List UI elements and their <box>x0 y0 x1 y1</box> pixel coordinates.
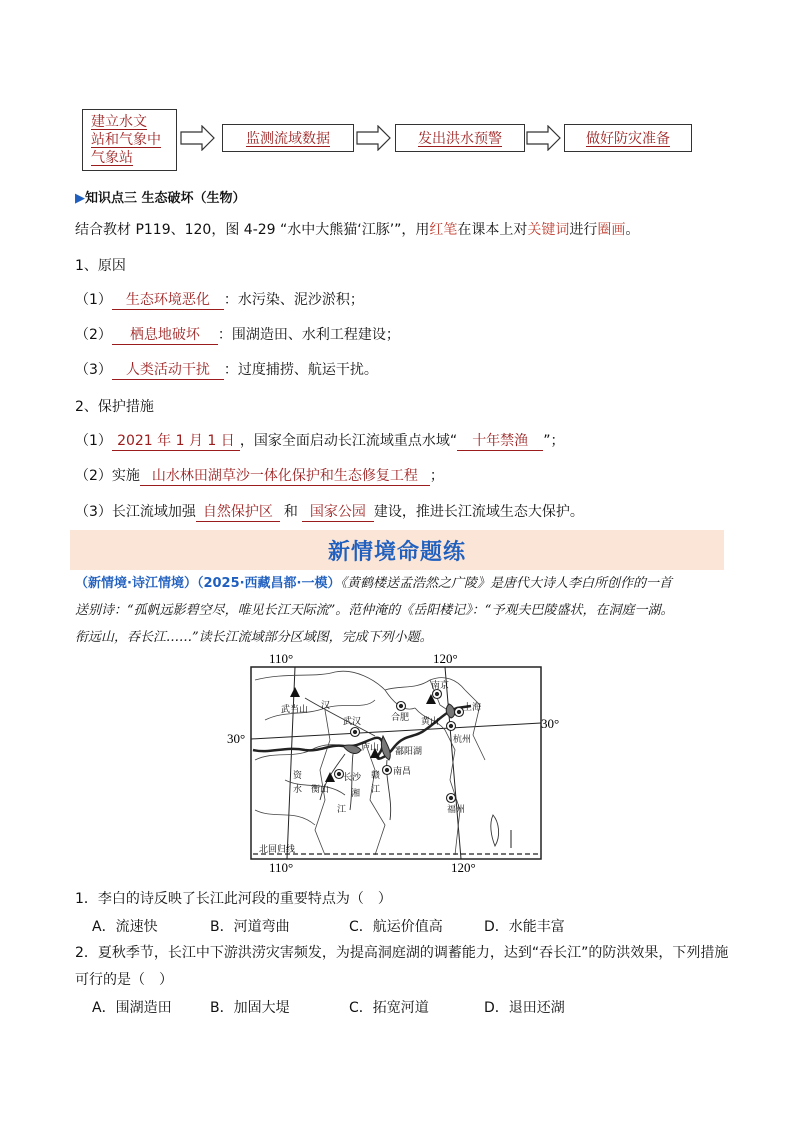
cause-title: 1、原因 <box>75 258 126 274</box>
intro-text: 。 <box>625 222 640 238</box>
item-text: ，国家全面启动长江流域重点水域“ <box>239 433 458 449</box>
flow-box-warning <box>395 124 525 152</box>
context-line <box>75 574 672 594</box>
answer-option-d[interactable]: D．水能丰富 <box>484 919 565 935</box>
question-stem: 2．夏秋季节，长江中下游洪涝灾害频发，为提高洞庭湖的调蓄能力，达到“吞长江”的防洪效果，下列措施 <box>75 945 729 961</box>
item-number: （1） <box>75 433 112 449</box>
intro-text: 在课本上对 <box>457 222 528 238</box>
answer-blank: 人类活动干扰 <box>112 361 224 380</box>
question-stem: 1．李白的诗反映了长江此河段的重要特点为（ ） <box>75 891 392 907</box>
place-label: 衡山 <box>311 784 330 794</box>
answer-option-c[interactable]: C．拓宽河道 <box>349 1000 429 1016</box>
item-text: （3）长江流域加强 <box>75 504 196 520</box>
measure-item <box>75 466 444 486</box>
answer-blank: 栖息地破坏 <box>112 326 218 345</box>
flow-arrow-icon <box>526 125 562 151</box>
kp3-intro <box>75 220 639 240</box>
lon-label-110-top: 110° <box>269 651 294 666</box>
answer-blank: 自然保护区 <box>196 503 280 522</box>
kp3-title <box>75 189 246 209</box>
place-label: 江 <box>337 804 347 814</box>
context-line: 送别诗：“孤帆远影碧空尽，唯见长江天际流”。范仲淹的《岳阳楼记》：“予观夫巴陵盛状，在洞庭一湖。 <box>75 603 674 618</box>
answer-blank: 十年禁渔 <box>457 432 543 451</box>
item-text: ”； <box>543 433 565 449</box>
place-label: 江 <box>371 784 381 794</box>
intro-text: 结合教材 P119、120，图 4-29 “水中大熊猫‘江豚’”，用 <box>75 222 430 238</box>
item-text: ：水污染、泥沙淤积； <box>223 292 364 308</box>
answer-option-a[interactable]: A．流速快 <box>92 919 158 935</box>
lon-label-120-bottom: 120° <box>451 860 476 875</box>
item-number: （3） <box>75 362 112 378</box>
item-number: （2） <box>75 327 112 343</box>
answer-option-c[interactable]: C．航运价值高 <box>349 919 443 935</box>
measure-item <box>75 431 564 451</box>
item-text: ：过度捕捞、航运干扰。 <box>223 362 378 378</box>
place-label: 上海 <box>463 702 482 712</box>
intro-highlight: 关键词 <box>527 222 570 238</box>
flow-box-text: 做好防灾准备 <box>586 131 670 147</box>
lat-label-30-left: 30° <box>227 731 246 746</box>
place-label: 武汉 <box>343 716 362 726</box>
section-heading: 新情境命题练 <box>327 539 466 565</box>
tropic-label: 北回归线 <box>259 844 296 854</box>
measure-item <box>75 502 584 522</box>
place-label: 黄山 <box>421 716 440 726</box>
flow-box-line: 建立水文 <box>91 114 147 130</box>
place-label: 资 <box>293 770 303 780</box>
kp3-title-text: 知识点三 生态破坏（生物） <box>85 191 246 206</box>
cause-item <box>75 325 400 345</box>
answer-blank: 国家公园 <box>302 503 374 522</box>
answer-option-b[interactable]: B．加固大堤 <box>210 1000 290 1016</box>
flow-box-monitor <box>222 124 354 152</box>
place-label: 水 <box>293 784 303 794</box>
place-label: 庐山 <box>361 742 380 752</box>
context-text: 《黄鹤楼送孟浩然之广陵》是唐代大诗人李白所创作的一首 <box>340 576 673 591</box>
flow-box-line: 气象站 <box>91 150 133 166</box>
place-label: 福州 <box>447 804 466 814</box>
answer-blank: 山水林田湖草沙一体化保护和生态修复工程 <box>140 467 430 486</box>
yangtze-basin-map <box>225 650 570 875</box>
place-label: 合肥 <box>391 712 410 722</box>
place-label: 湘 <box>351 788 361 798</box>
intro-text: 进行 <box>569 222 598 238</box>
flow-box-text: 发出洪水预警 <box>418 131 502 147</box>
flow-box-line: 站和气象中 <box>91 132 161 148</box>
item-number: （1） <box>75 292 112 308</box>
flow-box-build-stations <box>82 109 177 171</box>
answer-blank: 2021 年 1 月 1 日 <box>112 432 240 451</box>
question-stem-continued: 可行的是（ ） <box>75 972 173 988</box>
answer-option-b[interactable]: B．河道弯曲 <box>210 919 290 935</box>
intro-highlight: 红笔 <box>429 222 458 238</box>
context-tag: （新情境·诗江情境）（2025·西藏昌都·一模） <box>75 576 341 591</box>
context-line: 衔远山，吞长江……”读长江流域部分区域图，完成下列小题。 <box>75 630 433 645</box>
place-label: 汉 <box>321 700 331 710</box>
place-label: 鄱阳湖 <box>395 746 423 756</box>
item-text: 和 <box>283 504 298 520</box>
cause-item <box>75 360 378 380</box>
triangle-marker-icon: ▶ <box>75 191 85 206</box>
place-label: 杭州 <box>453 734 472 744</box>
flow-box-text: 监测流域数据 <box>246 131 330 147</box>
answer-option-a[interactable]: A．围湖造田 <box>92 1000 172 1016</box>
measure-title: 2、保护措施 <box>75 399 154 415</box>
flow-box-prepare <box>564 124 692 152</box>
answer-blank: 生态环境恶化 <box>112 291 224 310</box>
answer-option-d[interactable]: D．退田还湖 <box>484 1000 565 1016</box>
place-label: 赣 <box>371 770 381 780</box>
lat-label-30-right: 30° <box>541 716 560 731</box>
item-text: ：围湖造田、水利工程建设； <box>217 327 400 343</box>
lon-label-110-bottom: 110° <box>269 860 294 875</box>
intro-highlight: 圈画 <box>597 222 626 238</box>
place-label: 武当山 <box>281 704 309 714</box>
flow-arrow-icon <box>180 125 216 151</box>
place-label: 南昌 <box>393 766 412 776</box>
lon-label-120-top: 120° <box>433 651 458 666</box>
item-text: ； <box>429 468 444 484</box>
place-label: 南京 <box>431 680 450 690</box>
flow-arrow-icon <box>356 125 392 151</box>
section-heading-bar <box>70 530 724 570</box>
cause-item <box>75 290 364 310</box>
place-label: 长沙 <box>343 772 362 782</box>
item-text: 建设，推进长江流域生态大保护。 <box>373 504 584 520</box>
item-number: （2）实施 <box>75 468 140 484</box>
